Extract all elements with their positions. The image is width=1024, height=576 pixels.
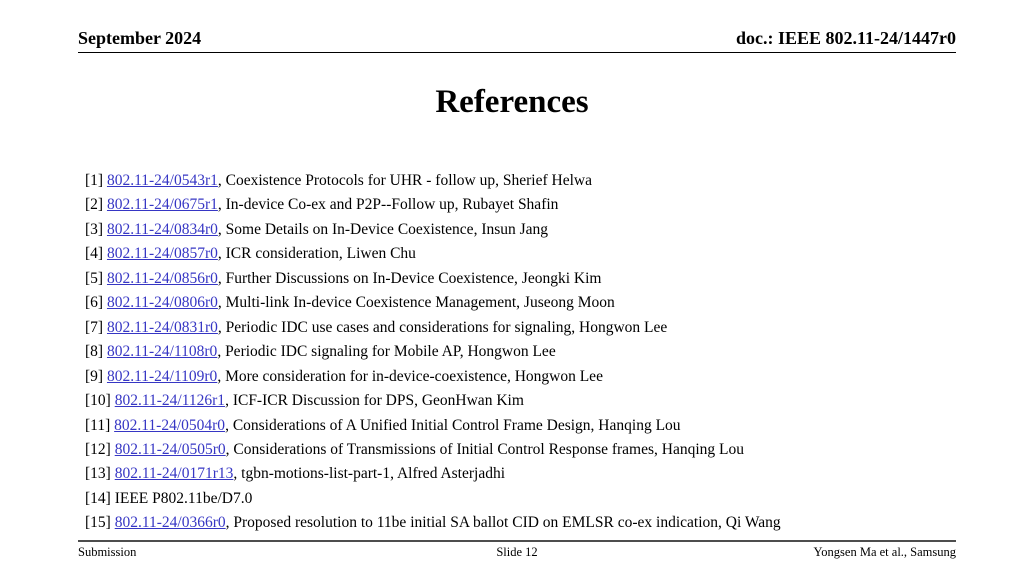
reference-label: [11] <box>85 416 115 434</box>
reference-label: [3] <box>85 220 107 238</box>
reference-item <box>85 438 985 462</box>
reference-doc-link[interactable]: 802.11-24/0505r0 <box>114 440 226 458</box>
reference-label: [10] <box>85 392 115 410</box>
reference-text: , Proposed resolution to 11be initial SA ballot CID on EMLSR co-ex indication, Qi Wang <box>225 514 781 532</box>
footer-divider <box>78 540 956 542</box>
reference-label: [2] <box>85 196 107 214</box>
reference-item <box>85 193 985 217</box>
reference-text: , tgbn-motions-list-part-1, Alfred Asterjadhi <box>233 465 506 483</box>
header-doc-id: doc.: IEEE 802.11-24/1447r0 <box>735 28 956 48</box>
reference-doc-link[interactable]: 802.11-24/1108r0 <box>106 343 218 361</box>
reference-label: [4] <box>85 245 107 263</box>
reference-label: [6] <box>85 294 107 312</box>
reference-item <box>85 169 985 193</box>
reference-text: , More consideration for in-device-coexistence, Hongwon Lee <box>217 367 603 385</box>
slide-footer <box>78 545 956 560</box>
reference-text: , Some Details on In-Device Coexistence, Insun Jang <box>217 220 549 238</box>
reference-item <box>85 389 985 413</box>
reference-doc-link[interactable]: 802.11-24/1126r1 <box>114 392 226 410</box>
reference-doc-link[interactable]: 802.11-24/0504r0 <box>114 416 226 434</box>
reference-item <box>85 462 985 486</box>
reference-label: [8] <box>85 343 107 361</box>
reference-item <box>85 218 985 242</box>
reference-text: , Considerations of A Unified Initial Control Frame Design, Hanqing Lou <box>225 416 681 434</box>
reference-text: IEEE P802.11be/D7.0 <box>114 489 253 507</box>
reference-item <box>85 291 985 315</box>
reference-label: [1] <box>85 172 107 189</box>
header-divider <box>78 52 956 53</box>
header-date: September 2024 <box>78 28 202 48</box>
slide-header <box>78 28 956 49</box>
reference-doc-link[interactable]: 802.11-24/0857r0 <box>106 245 218 263</box>
page-title: References <box>435 84 589 120</box>
reference-label: [12] <box>85 440 115 458</box>
reference-doc-link[interactable]: 802.11-24/0171r13 <box>114 465 234 483</box>
footer-submission: Submission <box>78 545 137 559</box>
reference-label: [13] <box>85 465 115 483</box>
reference-item <box>85 487 985 511</box>
reference-label: [14] <box>85 489 115 507</box>
reference-list <box>85 169 985 536</box>
reference-doc-link[interactable]: 802.11-24/0366r0 <box>114 514 226 532</box>
reference-text: , In-device Co-ex and P2P--Follow up, Rubayet Shafin <box>217 196 559 214</box>
footer-authors: Yongsen Ma et al., Samsung <box>813 545 957 559</box>
reference-doc-link[interactable]: 802.11-24/1109r0 <box>106 367 218 385</box>
reference-item <box>85 316 985 340</box>
reference-label: [7] <box>85 318 107 336</box>
reference-doc-link[interactable]: 802.11-24/0806r0 <box>106 294 218 312</box>
reference-text: , Multi-link In-device Coexistence Management, Juseong Moon <box>217 294 615 312</box>
reference-label: [15] <box>85 514 115 532</box>
reference-doc-link[interactable]: 802.11-24/0675r1 <box>106 196 218 214</box>
reference-text: , Considerations of Transmissions of Initial Control Response frames, Hanqing Lou <box>225 440 744 458</box>
reference-doc-link[interactable]: 802.11-24/0834r0 <box>106 220 218 238</box>
footer-slide-number: Slide 12 <box>496 545 538 559</box>
reference-text: , Periodic IDC use cases and considerations for signaling, Hongwon Lee <box>217 318 668 336</box>
reference-doc-link[interactable]: 802.11-24/0831r0 <box>106 318 218 336</box>
reference-doc-link[interactable]: 802.11-24/0856r0 <box>106 269 218 287</box>
reference-item <box>85 267 985 291</box>
reference-doc-link[interactable]: 802.11-24/0543r1 <box>106 172 218 189</box>
reference-text: , ICR consideration, Liwen Chu <box>217 245 416 263</box>
reference-text: , Further Discussions on In-Device Coexistence, Jeongki Kim <box>217 269 602 287</box>
reference-item <box>85 365 985 389</box>
reference-label: [5] <box>85 269 107 287</box>
reference-item <box>85 242 985 266</box>
reference-text: , ICF-ICR Discussion for DPS, GeonHwan Kim <box>225 392 524 410</box>
reference-item <box>85 511 985 535</box>
reference-label: [9] <box>85 367 107 385</box>
reference-text: , Coexistence Protocols for UHR - follow up, Sherief Helwa <box>217 172 592 189</box>
reference-text: , Periodic IDC signaling for Mobile AP, Hongwon Lee <box>217 343 556 361</box>
reference-item <box>85 414 985 438</box>
reference-item <box>85 340 985 364</box>
